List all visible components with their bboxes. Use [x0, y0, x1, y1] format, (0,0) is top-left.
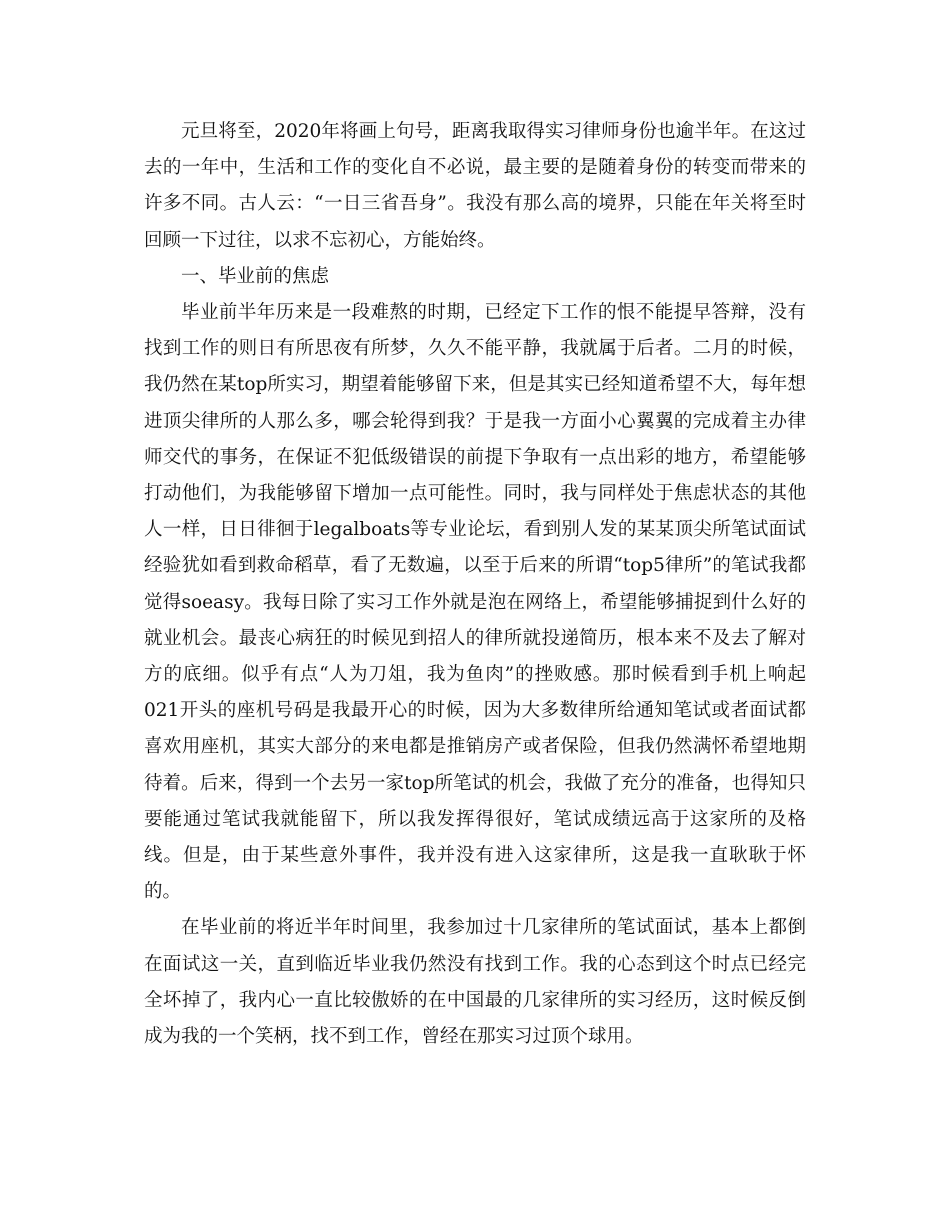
section-heading: 一、毕业前的焦虑 [181, 265, 330, 287]
document-body [144, 114, 806, 1055]
body-paragraph: 毕业前半年历来是一段难熬的时期，已经定下工作的恨不能提早答辩，没有找到工作的则日有所思夜有所梦，久久不能平静，我就属于后者。二月的时候，我仍然在某top所实习，期望着能够留下来，但是其实已经知道希望不大，每年想进顶尖律所的人那么多，哪会轮得到我？于是我一方面小心翼翼的完成着主办律师交代的事务，在保证不犯低级错误的前提下争取有一点出彩的地方，希望能够打动他们，为我能够留下增加一点可能性。同时，我与同样处于焦虑状态的其他人一样，日日徘徊于legalboats等专业论坛，看到别人发的某某顶尖所笔试面试经验犹如看到救命稻草，看了无数遍，以至于后来的所谓“top5律所”的笔试我都觉得soeasy。我每日除了实习工作外就是泡在网络上，希望能够捕捉到什么好的就业机会。最丧心病狂的时候见到招人的律所就投递简历，根本来不及去了解对方的底细。似乎有点“人为刀俎，我为鱼肉”的挫败感。那时候看到手机上响起021开头的座机号码是我最开心的时候，因为大多数律所给通知笔试或者面试都喜欢用座机，其实大部分的来电都是推销房产或者保险，但我仍然满怀希望地期待着。后来，得到一个去另一家top所笔试的机会，我做了充分的准备，也得知只要能通过笔试我就能留下，所以我发挥得很好，笔试成绩远高于这家所的及格线。但是，由于某些意外事件，我并没有进入这家律所，这是我一直耿耿于怀的。 [144, 302, 806, 903]
intro-paragraph: 元旦将至，2020年将画上句号，距离我取得实习律师身份也逾半年。在这过去的一年中，生活和工作的变化自不必说，最主要的是随着身份的转变而带来的许多不同。古人云：“一日三省吾身”。我没有那么高的境界，只能在年关将至时回顾一下过往，以求不忘初心，方能始终。 [144, 121, 806, 251]
body-paragraph: 在毕业前的将近半年时间里，我参加过十几家律所的笔试面试，基本上都倒在面试这一关，直到临近毕业我仍然没有找到工作。我的心态到这个时点已经完全坏掉了，我内心一直比较傲娇的在中国最的几家律所的实习经历，这时候反倒成为我的一个笑柄，找不到工作，曾经在那实习过顶个球用。 [144, 917, 806, 1048]
